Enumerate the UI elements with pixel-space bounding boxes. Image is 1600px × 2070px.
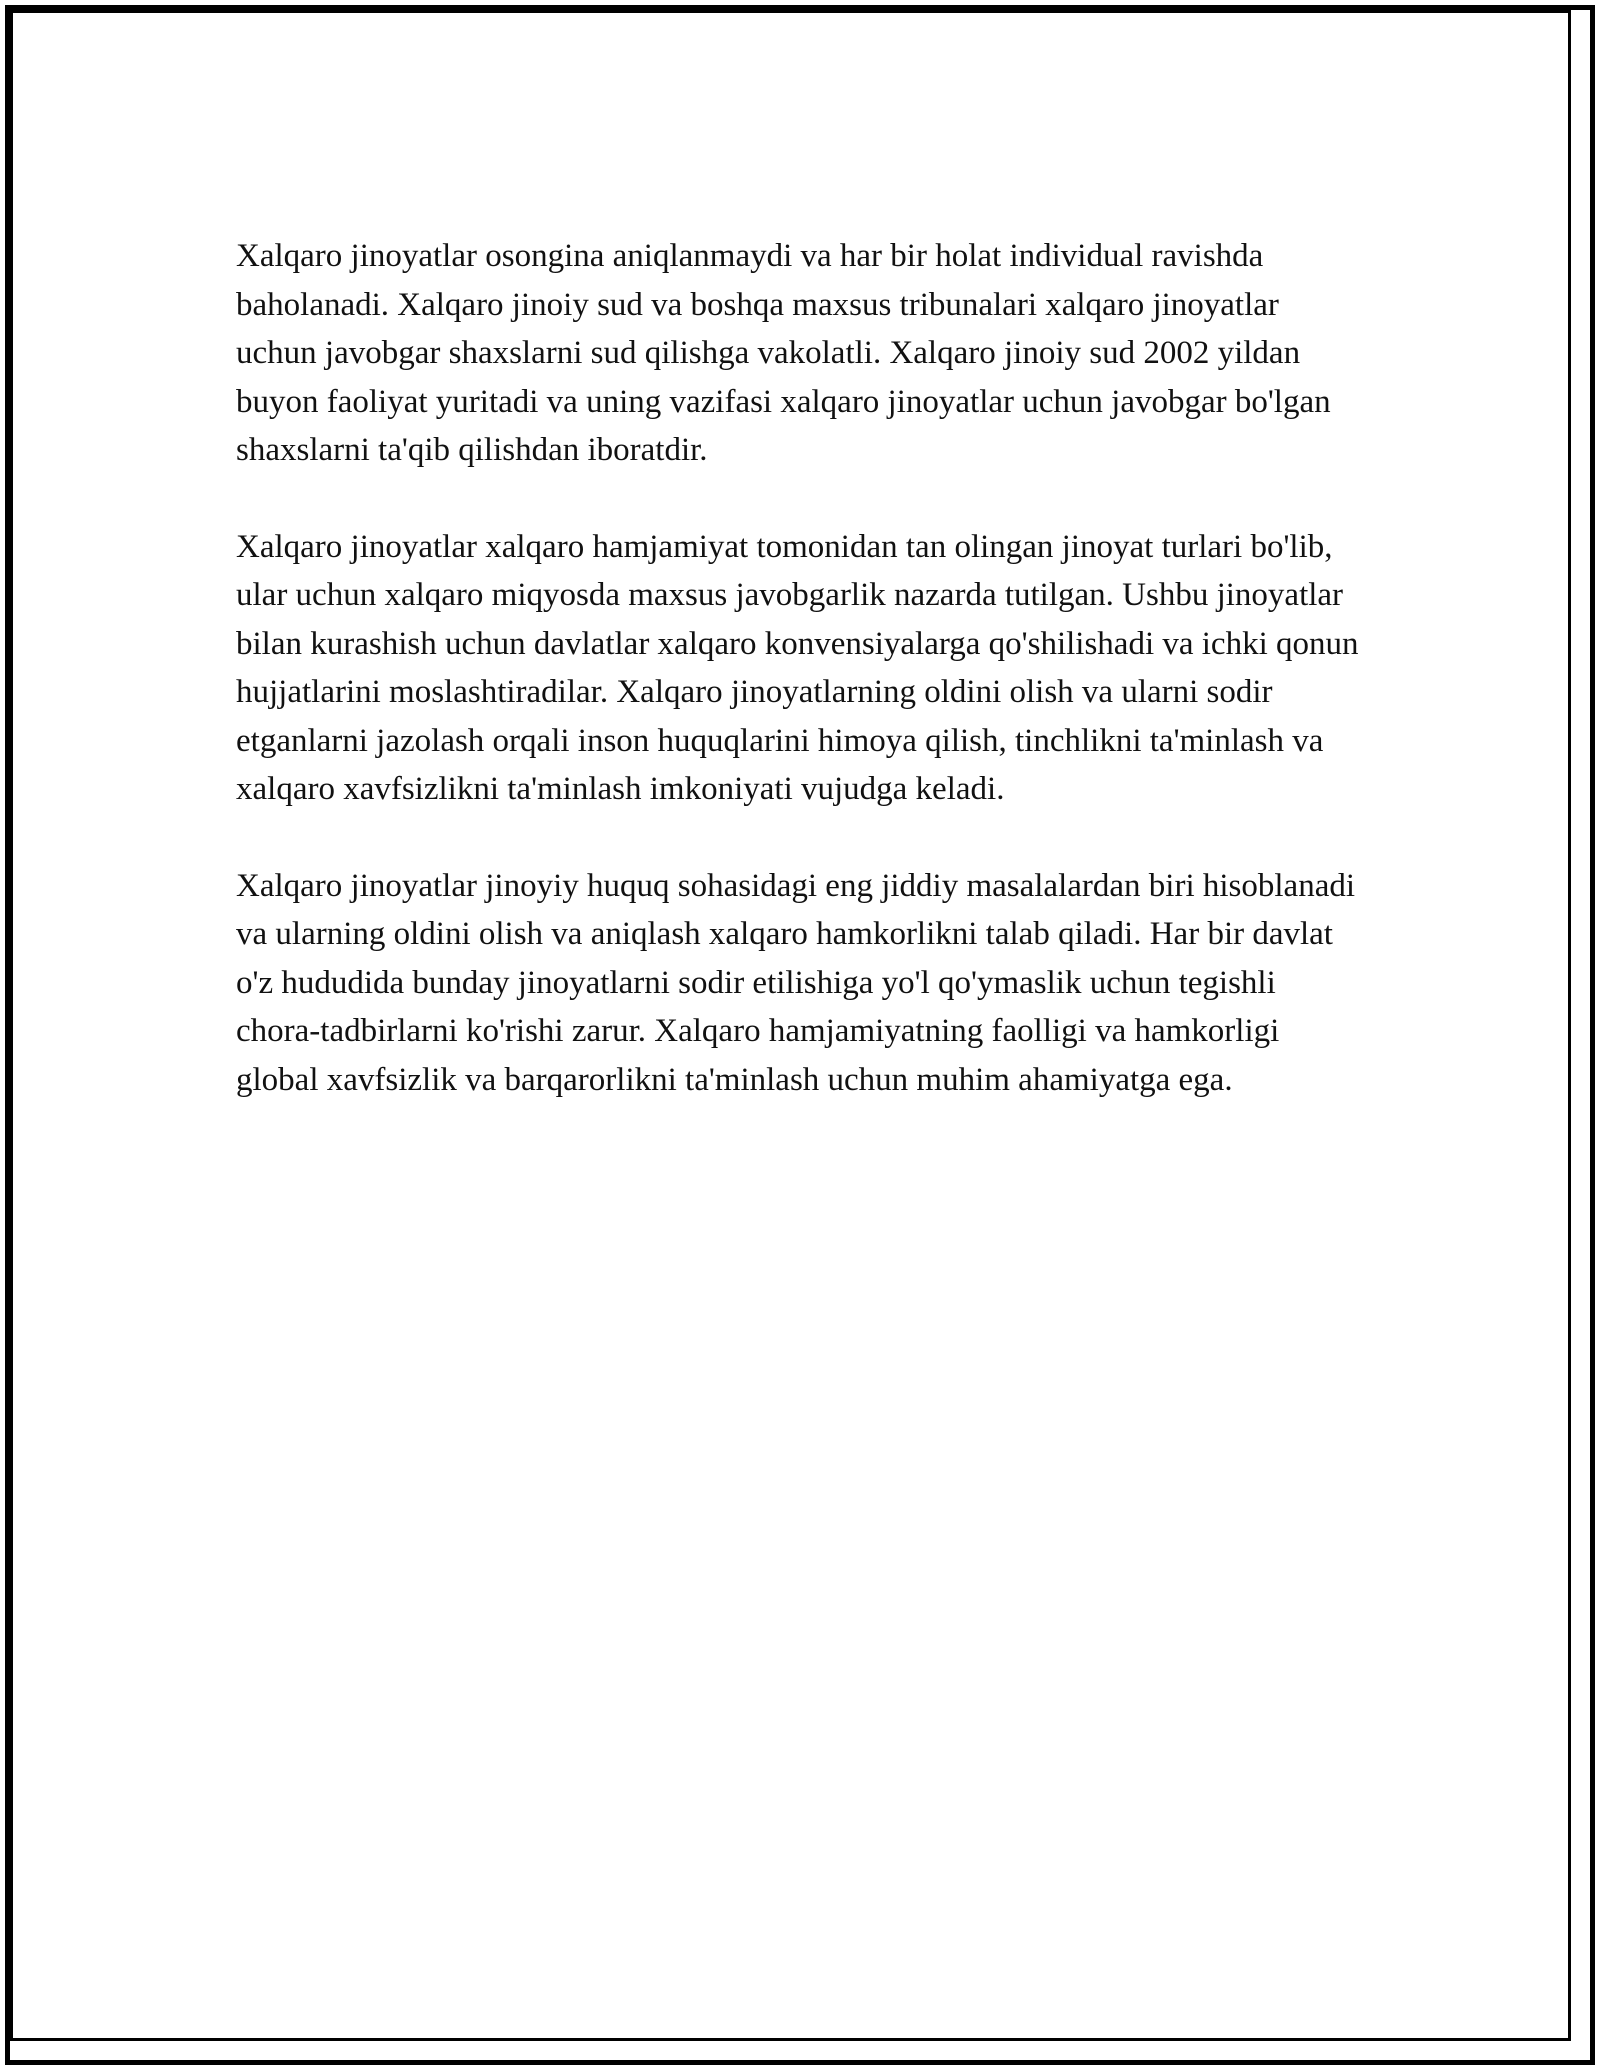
paragraph-2: Xalqaro jinoyatlar xalqaro hamjamiyat tomonidan tan olingan jinoyat turlari bo'lib, ular uchun xalqaro miqyosda maxsus javobgarlik nazarda tutilgan. Ushbu jinoyatlar bilan kurashish uchun davlatlar xalqaro konvensiyalarga qo'shilishadi va ichki qonun hujjatlarini moslashtiradilar. Xalqaro jinoyatlarning oldini olish va ularni sodir etganlarni jazolash orqali inson huquqlarini himoya qilish, tinchlikni ta'minlash va xalqaro xavfsizlikni ta'minlash imkoniyati vujudga keladi. — [236, 528, 1359, 807]
document-body — [236, 232, 1366, 1152]
paragraph-3: Xalqaro jinoyatlar jinoyiy huquq sohasidagi eng jiddiy masalalardan biri hisoblanadi va ularning oldini olish va aniqlash xalqaro hamkorlikni talab qiladi. Har bir davlat o'z hududida bunday jinoyatlarni sodir etilishiga yo'l qo'ymaslik uchun tegishli chora-tadbirlarni ko'rishi zarur. Xalqaro hamjamiyatning faolligi va hamkorligi global xavfsizlik va barqarorlikni ta'minlash uchun muhim ahamiyatga ega. — [236, 867, 1356, 1098]
paragraph-1: Xalqaro jinoyatlar osongina aniqlanmaydi va har bir holat individual ravishda baholanadi. Xalqaro jinoiy sud va boshqa maxsus tribunalari xalqaro jinoyatlar uchun javobgar shaxslarni sud qilishga vakolatli. Xalqaro jinoiy sud 2002 yildan buyon faoliyat yuritadi va uning vazifasi xalqaro jinoyatlar uchun javobgar bo'lgan shaxslarni ta'qib qilishdan iboratdir. — [236, 238, 1331, 468]
